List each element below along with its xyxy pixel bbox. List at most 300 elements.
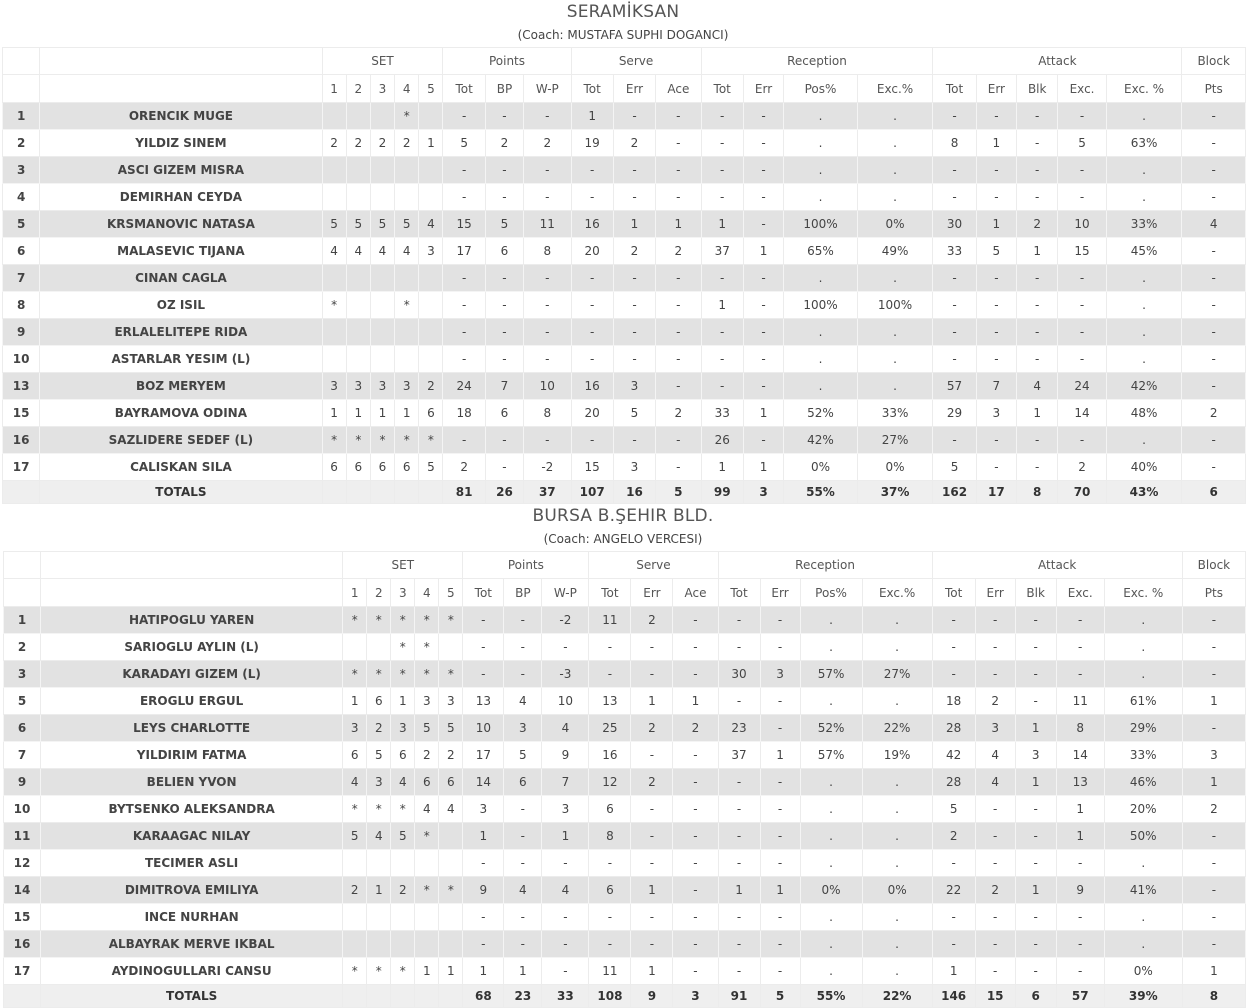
set-cell bbox=[370, 319, 394, 346]
stat-cell: 10 bbox=[542, 688, 589, 715]
stat-cell: 57% bbox=[800, 661, 862, 688]
header-group-reception: Reception bbox=[701, 48, 933, 75]
stat-cell: - bbox=[976, 427, 1016, 454]
set-cell: 4 bbox=[367, 823, 391, 850]
set-cell: 1 bbox=[367, 877, 391, 904]
header-attack-col: Exc. % bbox=[1104, 579, 1182, 607]
stat-cell: - bbox=[1182, 454, 1246, 481]
set-cell: * bbox=[415, 607, 439, 634]
set-cell bbox=[419, 292, 443, 319]
stat-cell: . bbox=[1106, 103, 1182, 130]
stat-cell: - bbox=[443, 346, 485, 373]
stat-cell: 1 bbox=[932, 958, 975, 985]
stat-cell: 1 bbox=[673, 688, 718, 715]
stat-cell: 1 bbox=[1017, 400, 1058, 427]
stat-cell: 8 bbox=[1056, 715, 1104, 742]
header-reception-col: Tot bbox=[718, 579, 760, 607]
stat-cell: - bbox=[743, 265, 783, 292]
stat-cell: - bbox=[571, 157, 613, 184]
stat-cell: 45% bbox=[1106, 238, 1182, 265]
stat-cell: 20 bbox=[571, 400, 613, 427]
set-cell bbox=[367, 634, 391, 661]
stat-cell: - bbox=[1058, 319, 1106, 346]
stat-cell: - bbox=[673, 931, 718, 958]
stat-cell: . bbox=[800, 769, 862, 796]
stat-cell: - bbox=[1182, 904, 1245, 931]
set-cell bbox=[322, 265, 346, 292]
player-name: YILDIZ SINEM bbox=[40, 130, 322, 157]
stat-cell: - bbox=[1058, 103, 1106, 130]
player-row bbox=[4, 931, 1246, 958]
player-row bbox=[3, 238, 1246, 265]
stat-cell: - bbox=[718, 958, 760, 985]
stat-cell: - bbox=[589, 904, 631, 931]
stat-cell: - bbox=[631, 742, 673, 769]
stat-cell: - bbox=[976, 346, 1016, 373]
header-reception-col: Tot bbox=[701, 75, 743, 103]
header-group-block: Block bbox=[1182, 48, 1246, 75]
player-number: 1 bbox=[3, 103, 40, 130]
stat-cell: 1 bbox=[656, 211, 701, 238]
stat-cell: - bbox=[524, 157, 571, 184]
stat-cell: - bbox=[613, 265, 655, 292]
totals-cell: 146 bbox=[932, 985, 975, 1008]
stat-cell: - bbox=[504, 904, 542, 931]
header-blank bbox=[4, 579, 41, 607]
set-cell: * bbox=[439, 661, 463, 688]
stat-cell: 3 bbox=[504, 715, 542, 742]
set-cell: * bbox=[391, 607, 415, 634]
stat-cell: - bbox=[760, 796, 800, 823]
set-cell bbox=[370, 103, 394, 130]
stat-cell: - bbox=[1182, 346, 1246, 373]
stat-cell: - bbox=[656, 454, 701, 481]
stat-cell: - bbox=[485, 265, 523, 292]
stat-cell: 16 bbox=[571, 373, 613, 400]
stat-cell: - bbox=[701, 346, 743, 373]
stat-cell: - bbox=[975, 850, 1015, 877]
stat-cell: - bbox=[571, 346, 613, 373]
stat-cell: - bbox=[656, 346, 701, 373]
player-name: KARADAYI GIZEM (L) bbox=[41, 661, 343, 688]
stat-cell: . bbox=[857, 265, 933, 292]
player-number: 7 bbox=[4, 742, 41, 769]
set-cell bbox=[346, 346, 370, 373]
stat-cell: 2 bbox=[631, 769, 673, 796]
stat-cell: - bbox=[718, 634, 760, 661]
stat-cell: - bbox=[1058, 265, 1106, 292]
stat-cell: - bbox=[571, 427, 613, 454]
player-row bbox=[3, 427, 1246, 454]
set-cell: 5 bbox=[415, 715, 439, 742]
stat-cell: 4 bbox=[975, 742, 1015, 769]
totals-cell: 99 bbox=[701, 481, 743, 504]
stat-cell: 10 bbox=[524, 373, 571, 400]
set-cell bbox=[370, 346, 394, 373]
totals-label: TOTALS bbox=[41, 985, 343, 1008]
player-name: CINAN CAGLA bbox=[40, 265, 322, 292]
stat-cell: - bbox=[524, 292, 571, 319]
header-attack-col: Exc. bbox=[1056, 579, 1104, 607]
header-serve-col: Ace bbox=[656, 75, 701, 103]
stat-cell: - bbox=[524, 103, 571, 130]
stat-cell: - bbox=[933, 319, 976, 346]
totals-cell: 33 bbox=[542, 985, 589, 1008]
stat-cell: 6 bbox=[485, 238, 523, 265]
stat-cell: - bbox=[743, 346, 783, 373]
stat-cell: -3 bbox=[542, 661, 589, 688]
stat-cell: 1 bbox=[1056, 823, 1104, 850]
header-group-serve: Serve bbox=[589, 552, 718, 579]
set-cell bbox=[343, 904, 367, 931]
stat-cell: - bbox=[463, 634, 504, 661]
header-points-col: BP bbox=[504, 579, 542, 607]
header-serve-col: Err bbox=[631, 579, 673, 607]
stat-cell: - bbox=[631, 796, 673, 823]
stat-cell: . bbox=[862, 904, 932, 931]
totals-blank bbox=[3, 481, 40, 504]
header-block-col: Pts bbox=[1182, 579, 1245, 607]
stat-cell: 2 bbox=[1182, 400, 1246, 427]
stat-cell: 8 bbox=[524, 238, 571, 265]
set-cell bbox=[439, 634, 463, 661]
stat-cell: 19 bbox=[571, 130, 613, 157]
stat-cell: . bbox=[1106, 292, 1182, 319]
player-number: 7 bbox=[3, 265, 40, 292]
stat-cell: - bbox=[701, 184, 743, 211]
player-name: KRSMANOVIC NATASA bbox=[40, 211, 322, 238]
stat-cell: - bbox=[656, 292, 701, 319]
stat-cell: 2 bbox=[443, 454, 485, 481]
stat-cell: - bbox=[1182, 265, 1246, 292]
stat-cell: 1 bbox=[571, 103, 613, 130]
set-cell: 2 bbox=[391, 877, 415, 904]
stat-cell: - bbox=[933, 184, 976, 211]
player-row bbox=[4, 877, 1246, 904]
stat-cell: - bbox=[485, 292, 523, 319]
player-name: MALASEVIC TIJANA bbox=[40, 238, 322, 265]
stat-cell: - bbox=[443, 157, 485, 184]
player-row bbox=[4, 715, 1246, 742]
stat-cell: 3 bbox=[613, 373, 655, 400]
stat-cell: - bbox=[463, 931, 504, 958]
stat-cell: 13 bbox=[589, 688, 631, 715]
stat-cell: 11 bbox=[1056, 688, 1104, 715]
stat-cell: 5 bbox=[976, 238, 1016, 265]
stat-cell: - bbox=[743, 427, 783, 454]
header-set-1: 1 bbox=[343, 579, 367, 607]
stat-cell: 4 bbox=[542, 715, 589, 742]
player-name: BAYRAMOVA ODINA bbox=[40, 400, 322, 427]
set-cell bbox=[439, 823, 463, 850]
stat-cell: - bbox=[1058, 427, 1106, 454]
stat-cell: 5 bbox=[613, 400, 655, 427]
set-cell: * bbox=[343, 958, 367, 985]
header-column-row bbox=[4, 579, 1246, 607]
player-number: 14 bbox=[4, 877, 41, 904]
player-row bbox=[4, 904, 1246, 931]
stat-cell: - bbox=[673, 850, 718, 877]
header-serve-col: Tot bbox=[589, 579, 631, 607]
stat-cell: 6 bbox=[589, 796, 631, 823]
stat-cell: 6 bbox=[504, 769, 542, 796]
stat-cell: 4 bbox=[1017, 373, 1058, 400]
set-cell bbox=[346, 319, 370, 346]
set-cell: * bbox=[415, 661, 439, 688]
header-attack-col: Tot bbox=[933, 75, 976, 103]
stat-cell: - bbox=[631, 661, 673, 688]
totals-cell: 43% bbox=[1106, 481, 1182, 504]
totals-blank bbox=[4, 985, 41, 1008]
header-set-3: 3 bbox=[370, 75, 394, 103]
set-cell: * bbox=[391, 958, 415, 985]
stat-cell: 37 bbox=[701, 238, 743, 265]
stat-cell: - bbox=[976, 157, 1016, 184]
stat-cell: 14 bbox=[1056, 742, 1104, 769]
set-cell bbox=[395, 319, 419, 346]
player-name: DEMIRHAN CEYDA bbox=[40, 184, 322, 211]
stat-cell: - bbox=[613, 319, 655, 346]
stat-cell: - bbox=[613, 292, 655, 319]
player-row bbox=[3, 373, 1246, 400]
totals-cell: 23 bbox=[504, 985, 542, 1008]
stat-cell: 2 bbox=[631, 607, 673, 634]
set-cell: 6 bbox=[346, 454, 370, 481]
set-cell bbox=[415, 904, 439, 931]
player-number: 17 bbox=[4, 958, 41, 985]
stat-cell: 1 bbox=[976, 130, 1016, 157]
coach-home: (Coach: MUSTAFA SUPHI DOGANCI) bbox=[517, 28, 729, 42]
player-row bbox=[3, 319, 1246, 346]
stats-table-home bbox=[2, 47, 1246, 504]
player-name: BYTSENKO ALEKSANDRA bbox=[41, 796, 343, 823]
stat-cell: 1 bbox=[463, 958, 504, 985]
set-cell: * bbox=[415, 877, 439, 904]
stat-cell: 1 bbox=[760, 877, 800, 904]
stat-cell: 17 bbox=[463, 742, 504, 769]
set-cell bbox=[419, 103, 443, 130]
player-number: 11 bbox=[4, 823, 41, 850]
stat-cell: - bbox=[524, 265, 571, 292]
stat-cell: - bbox=[1058, 157, 1106, 184]
set-cell: 5 bbox=[439, 715, 463, 742]
set-cell bbox=[367, 850, 391, 877]
stat-cell: - bbox=[1017, 427, 1058, 454]
header-blank bbox=[4, 552, 41, 579]
set-cell: * bbox=[419, 427, 443, 454]
totals-cell: 3 bbox=[673, 985, 718, 1008]
stat-cell: - bbox=[485, 103, 523, 130]
player-number: 1 bbox=[4, 607, 41, 634]
stat-cell: 14 bbox=[1058, 400, 1106, 427]
stat-cell: - bbox=[932, 661, 975, 688]
stat-cell: - bbox=[504, 850, 542, 877]
set-cell bbox=[395, 346, 419, 373]
stat-cell: 49% bbox=[857, 238, 933, 265]
set-cell bbox=[346, 157, 370, 184]
stat-cell: 4 bbox=[504, 877, 542, 904]
player-number: 5 bbox=[4, 688, 41, 715]
stat-cell: 42% bbox=[1106, 373, 1182, 400]
set-cell: 6 bbox=[367, 688, 391, 715]
player-number: 10 bbox=[4, 796, 41, 823]
totals-cell: 5 bbox=[656, 481, 701, 504]
stat-cell: . bbox=[1106, 265, 1182, 292]
set-cell: 6 bbox=[322, 454, 346, 481]
totals-cell: 81 bbox=[443, 481, 485, 504]
totals-cell: 37% bbox=[857, 481, 933, 504]
stat-cell: - bbox=[1182, 292, 1246, 319]
stat-cell: - bbox=[933, 346, 976, 373]
set-cell: * bbox=[367, 958, 391, 985]
stat-cell: 0% bbox=[862, 877, 932, 904]
header-reception-col: Pos% bbox=[784, 75, 858, 103]
set-cell bbox=[346, 265, 370, 292]
stat-cell: - bbox=[542, 958, 589, 985]
header-attack-col: Err bbox=[975, 579, 1015, 607]
stat-cell: 0% bbox=[857, 454, 933, 481]
player-name: CALISKAN SILA bbox=[40, 454, 322, 481]
stat-cell: - bbox=[933, 427, 976, 454]
set-cell: 1 bbox=[322, 400, 346, 427]
stat-cell: - bbox=[613, 157, 655, 184]
stat-cell: - bbox=[743, 184, 783, 211]
stat-cell: 4 bbox=[1182, 211, 1246, 238]
set-cell: 5 bbox=[367, 742, 391, 769]
stat-cell: - bbox=[718, 796, 760, 823]
stat-cell: - bbox=[1058, 346, 1106, 373]
stat-cell: - bbox=[760, 958, 800, 985]
set-cell: * bbox=[439, 877, 463, 904]
stat-cell: . bbox=[857, 130, 933, 157]
player-number: 12 bbox=[4, 850, 41, 877]
player-number: 13 bbox=[3, 373, 40, 400]
stat-cell: 5 bbox=[443, 130, 485, 157]
stat-cell: - bbox=[673, 661, 718, 688]
set-cell: 1 bbox=[439, 958, 463, 985]
set-cell: * bbox=[415, 634, 439, 661]
player-name: TECIMER ASLI bbox=[41, 850, 343, 877]
header-column-row bbox=[3, 75, 1246, 103]
set-cell: 3 bbox=[439, 688, 463, 715]
totals-set-blank bbox=[346, 481, 370, 504]
stat-cell: - bbox=[463, 904, 504, 931]
player-name: KARAAGAC NILAY bbox=[41, 823, 343, 850]
player-number: 17 bbox=[3, 454, 40, 481]
player-row bbox=[3, 103, 1246, 130]
totals-set-blank bbox=[322, 481, 346, 504]
stat-cell: - bbox=[443, 292, 485, 319]
set-cell bbox=[415, 931, 439, 958]
stat-cell: 25 bbox=[589, 715, 631, 742]
stat-cell: 2 bbox=[656, 400, 701, 427]
stat-cell: 3 bbox=[1015, 742, 1056, 769]
totals-set-blank bbox=[415, 985, 439, 1008]
header-points-col: BP bbox=[485, 75, 523, 103]
stat-cell: - bbox=[933, 292, 976, 319]
stat-cell: - bbox=[504, 823, 542, 850]
set-cell: 3 bbox=[343, 715, 367, 742]
stat-cell: 18 bbox=[443, 400, 485, 427]
stat-cell: - bbox=[975, 607, 1015, 634]
set-cell bbox=[395, 265, 419, 292]
stat-cell: - bbox=[743, 319, 783, 346]
header-attack-col: Exc. bbox=[1058, 75, 1106, 103]
stat-cell: - bbox=[1017, 454, 1058, 481]
set-cell: 3 bbox=[346, 373, 370, 400]
stat-cell: 7 bbox=[485, 373, 523, 400]
stat-cell: 1 bbox=[1017, 238, 1058, 265]
set-cell: 2 bbox=[367, 715, 391, 742]
stat-cell: - bbox=[485, 427, 523, 454]
set-cell bbox=[391, 904, 415, 931]
stat-cell: 12 bbox=[589, 769, 631, 796]
stat-cell: 42% bbox=[784, 427, 858, 454]
totals-cell: 26 bbox=[485, 481, 523, 504]
set-cell: 5 bbox=[419, 454, 443, 481]
stat-cell: 2 bbox=[631, 715, 673, 742]
totals-cell: 17 bbox=[976, 481, 1016, 504]
stat-cell: - bbox=[976, 454, 1016, 481]
stat-cell: - bbox=[1182, 373, 1246, 400]
header-blank bbox=[41, 579, 343, 607]
totals-cell: 22% bbox=[862, 985, 932, 1008]
stat-cell: 1 bbox=[718, 877, 760, 904]
stat-cell: 1 bbox=[1015, 877, 1056, 904]
set-cell: 4 bbox=[395, 238, 419, 265]
totals-cell: 68 bbox=[463, 985, 504, 1008]
stat-cell: - bbox=[1056, 904, 1104, 931]
stat-cell: - bbox=[1017, 346, 1058, 373]
header-group-attack: Attack bbox=[933, 48, 1182, 75]
player-number: 10 bbox=[3, 346, 40, 373]
stat-cell: - bbox=[443, 319, 485, 346]
header-serve-col: Err bbox=[613, 75, 655, 103]
stat-cell: - bbox=[631, 850, 673, 877]
stat-cell: . bbox=[784, 346, 858, 373]
set-cell bbox=[367, 931, 391, 958]
stat-cell: . bbox=[800, 823, 862, 850]
set-cell bbox=[343, 850, 367, 877]
header-blank bbox=[40, 48, 322, 75]
player-name: ERLALELITEPE RIDA bbox=[40, 319, 322, 346]
stat-cell: 3 bbox=[1182, 742, 1245, 769]
stat-cell: 33% bbox=[1106, 211, 1182, 238]
stat-cell: - bbox=[760, 823, 800, 850]
stat-cell: 2 bbox=[656, 238, 701, 265]
stat-cell: 63% bbox=[1106, 130, 1182, 157]
set-cell bbox=[439, 904, 463, 931]
stat-cell: - bbox=[463, 607, 504, 634]
stat-cell: . bbox=[784, 130, 858, 157]
stat-cell: 8 bbox=[933, 130, 976, 157]
set-cell bbox=[419, 319, 443, 346]
stat-cell: - bbox=[932, 904, 975, 931]
stat-cell: - bbox=[1015, 688, 1056, 715]
stat-cell: - bbox=[1056, 661, 1104, 688]
stat-cell: - bbox=[1015, 823, 1056, 850]
stat-cell: - bbox=[1015, 850, 1056, 877]
totals-cell: 8 bbox=[1182, 985, 1245, 1008]
stat-cell: . bbox=[1104, 850, 1182, 877]
stat-cell: . bbox=[857, 157, 933, 184]
stat-cell: - bbox=[542, 850, 589, 877]
set-cell bbox=[370, 292, 394, 319]
stat-cell: . bbox=[1106, 157, 1182, 184]
stat-cell: - bbox=[656, 373, 701, 400]
set-cell: 4 bbox=[322, 238, 346, 265]
stat-cell: - bbox=[701, 265, 743, 292]
